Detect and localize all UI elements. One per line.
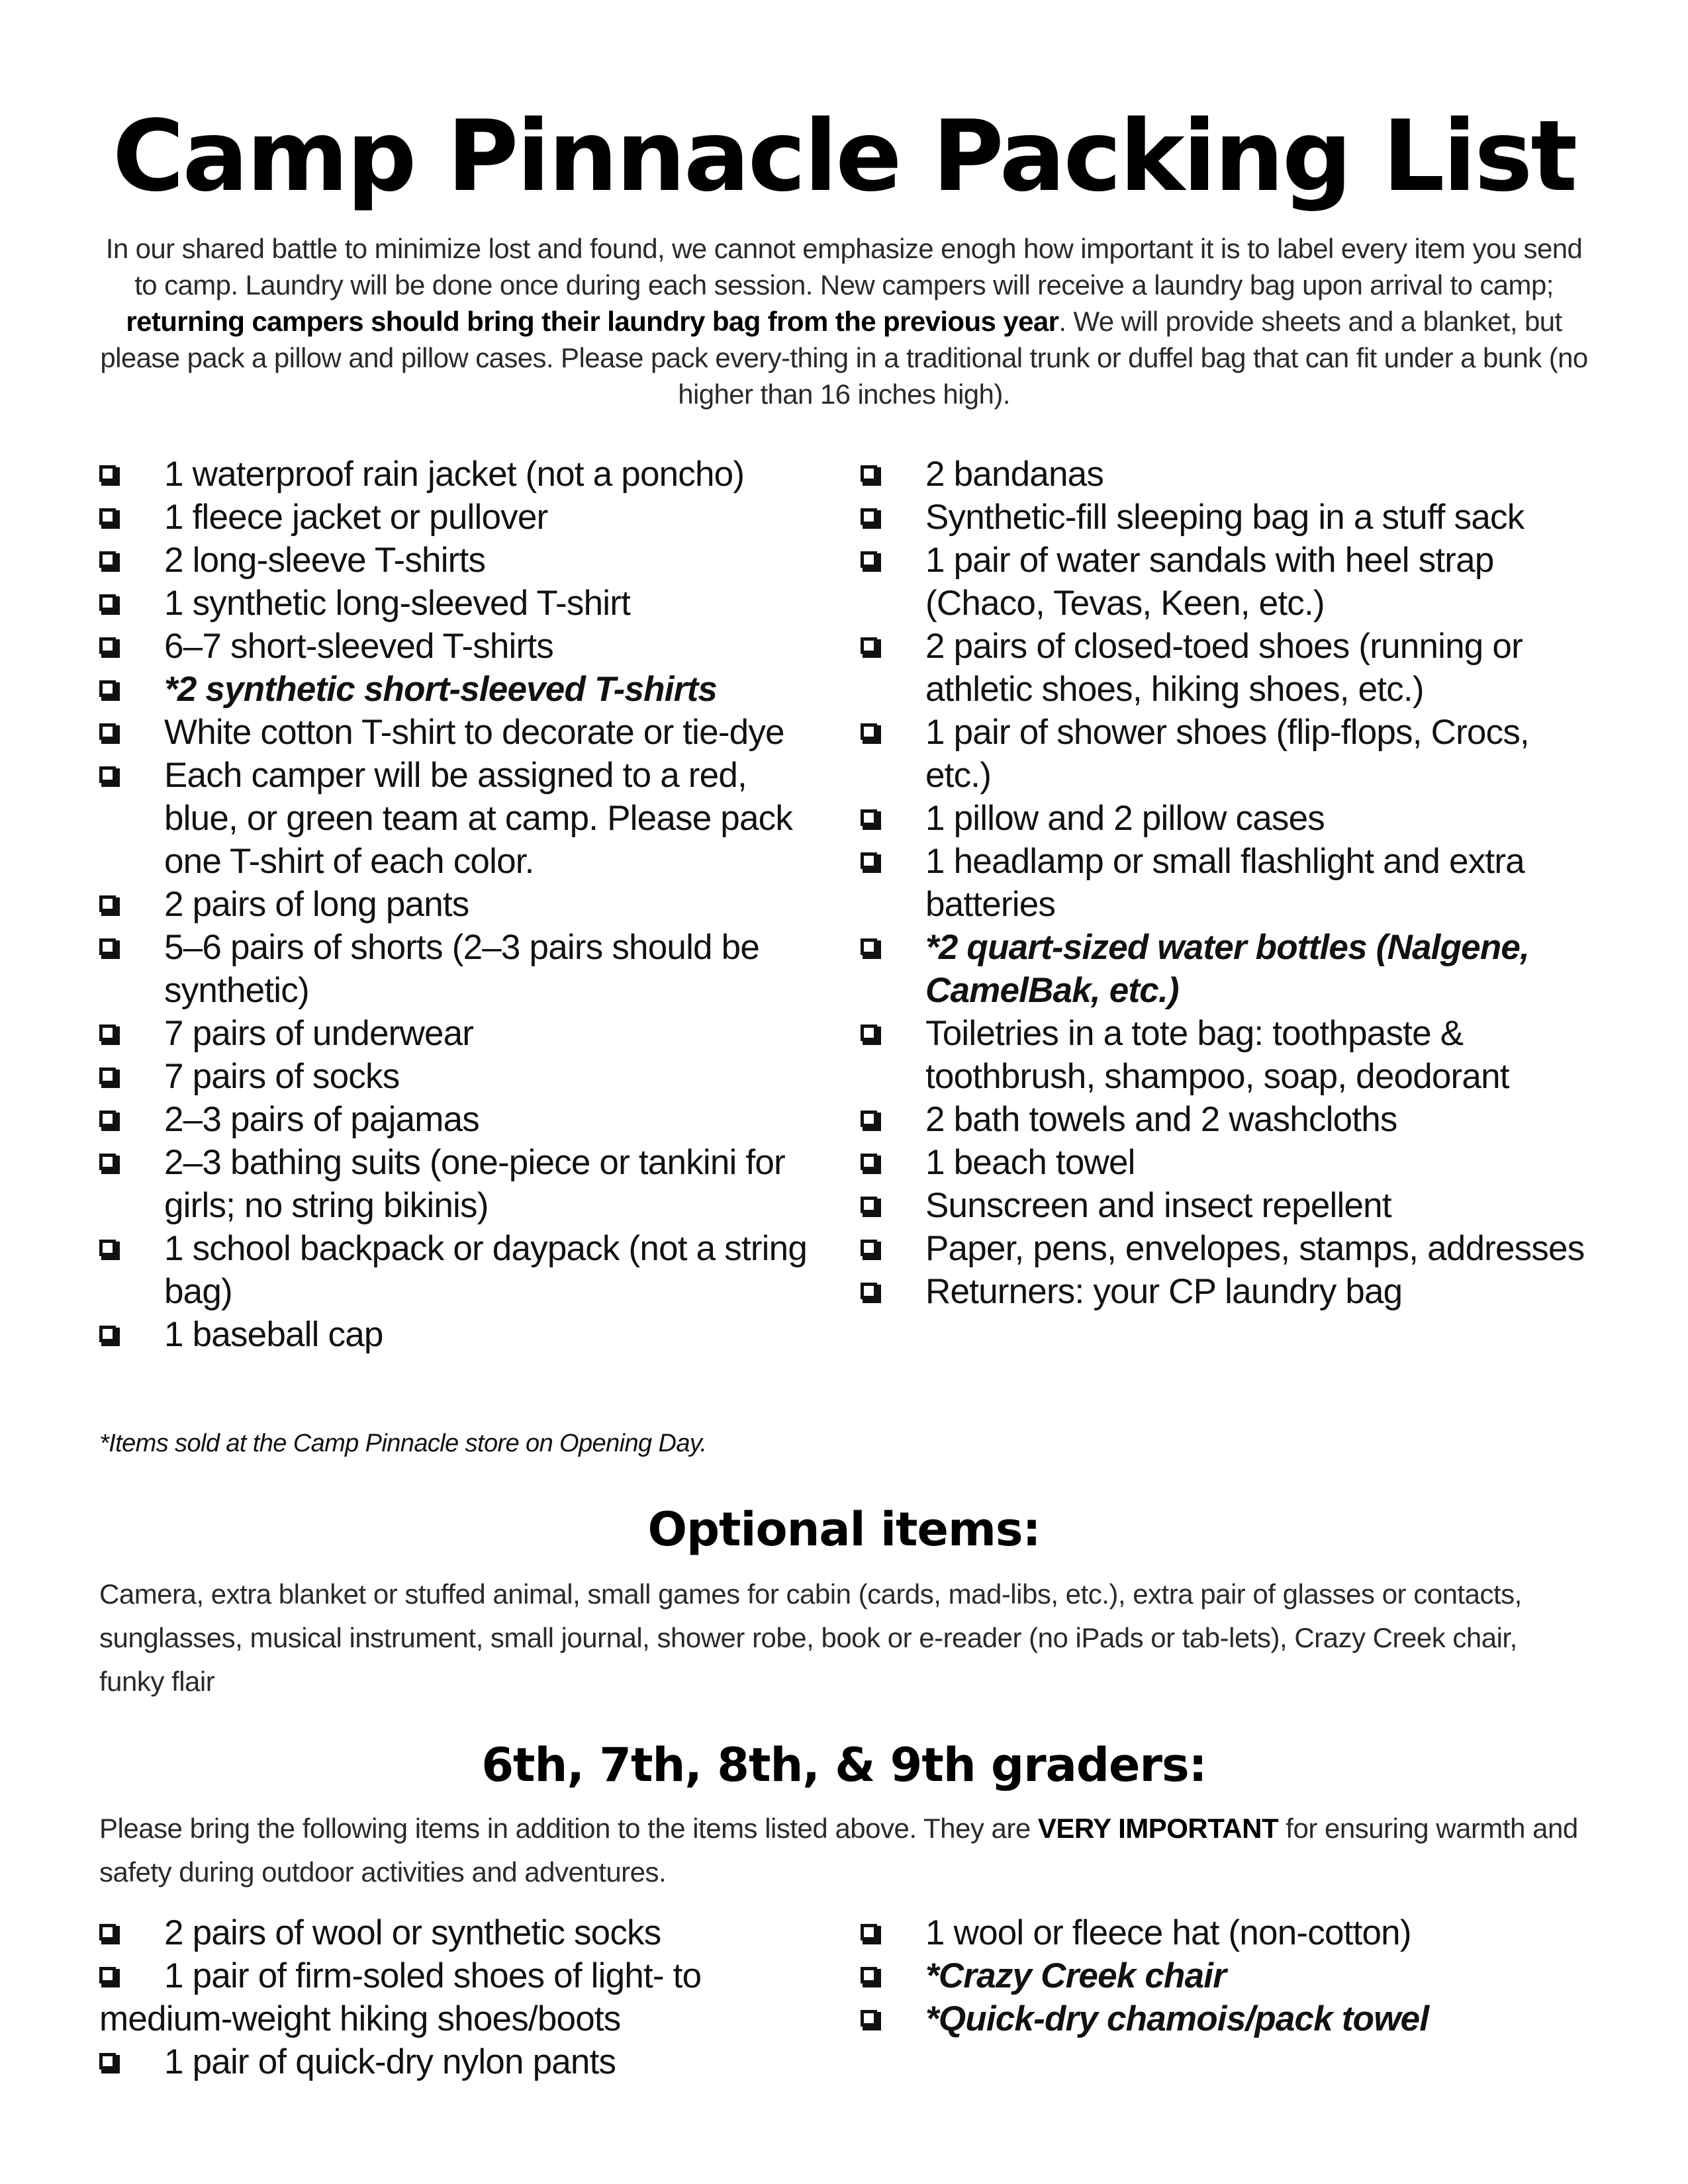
checkbox-icon[interactable]: [861, 1197, 877, 1213]
intro-paragraph: [99, 230, 1589, 412]
checkbox-icon[interactable]: [861, 465, 877, 482]
store-footnote: *Items sold at the Camp Pinnacle store on Opening Day.: [99, 1430, 707, 1457]
list-item: Synthetic-fill sleeping bag in a stuff sack: [861, 496, 1595, 539]
checkbox-icon[interactable]: [99, 2053, 116, 2070]
checkbox-icon[interactable]: [99, 1240, 116, 1256]
checkbox-icon[interactable]: [861, 1283, 877, 1299]
list-item: 1 pair of water sandals with heel strap (Chaco, Tevas, Keen, etc.): [861, 539, 1595, 625]
checkbox-icon[interactable]: [99, 1154, 116, 1170]
checkbox-icon[interactable]: [99, 1326, 116, 1342]
list-item: 1 pair of shower shoes (flip-flops, Crocs, etc.): [861, 711, 1595, 797]
list-item: 2–3 bathing suits (one-piece or tankini for girls; no string bikinis): [99, 1141, 827, 1227]
list-item: 5–6 pairs of shorts (2–3 pairs should be synthetic): [99, 926, 827, 1012]
checkbox-icon[interactable]: [861, 508, 877, 525]
checkbox-icon[interactable]: [99, 594, 116, 611]
checkbox-icon[interactable]: [861, 852, 877, 869]
list-item: 2 bath towels and 2 washcloths: [861, 1098, 1595, 1141]
graders-list-left: [99, 1911, 827, 2083]
checkbox-icon[interactable]: [99, 723, 116, 740]
checkbox-icon[interactable]: [861, 1240, 877, 1256]
checkbox-icon[interactable]: [99, 508, 116, 525]
checkbox-icon[interactable]: [861, 938, 877, 955]
list-item: 1 baseball cap: [99, 1313, 827, 1356]
intro-text-1: In our shared battle to minimize lost and found, we cannot emphasize enogh how important it is to label every item you send to camp. Laundry will be done once during each session. New campers will receive a laundry bag upon arrival to camp;: [105, 233, 1583, 300]
checkbox-icon[interactable]: [99, 551, 116, 568]
packing-list-left: [99, 453, 827, 1356]
checkbox-icon[interactable]: [861, 809, 877, 826]
checkbox-icon[interactable]: [861, 1111, 877, 1127]
intro-text-2: . We will provide sheets and a blanket, but please pack a pillow and pillow cases. Please pack every-thing in a traditional trunk or duffel bag that can fit under a bunk (no higher than 16 inches high).: [100, 306, 1588, 410]
intro-bold-text: returning campers should bring their laundry bag from the previous year: [126, 306, 1059, 337]
checkbox-icon[interactable]: [99, 1068, 116, 1084]
list-item: 1 wool or fleece hat (non-cotton): [861, 1911, 1595, 1954]
list-item: White cotton T-shirt to decorate or tie-dye: [99, 711, 827, 754]
list-item: *Quick-dry chamois/pack towel: [861, 1997, 1595, 2040]
checkbox-icon[interactable]: [99, 1024, 116, 1041]
list-item: 1 fleece jacket or pullover: [99, 496, 827, 539]
list-item: 1 school backpack or daypack (not a string bag): [99, 1227, 827, 1313]
list-item: 1 pillow and 2 pillow cases: [861, 797, 1595, 840]
list-item: *Crazy Creek chair: [861, 1954, 1595, 1997]
page-title: Camp Pinnacle Packing List: [112, 99, 1576, 213]
list-item: Each camper will be assigned to a red, blue, or green team at camp. Please pack one T-shirt of each color.: [99, 754, 827, 883]
checkbox-icon[interactable]: [861, 551, 877, 568]
packing-list-right: [861, 453, 1595, 1313]
optional-items-text: Camera, extra blanket or stuffed animal, small games for cabin (cards, mad-libs, etc.), extra pair of glasses or contacts, sunglasses, musical instrument, small journal, shower robe, book or e-reader (no iPads or tab-lets), Crazy Creek chair, funky flair: [99, 1578, 1522, 1697]
checkbox-icon[interactable]: [99, 1967, 116, 1983]
checkbox-icon[interactable]: [861, 1924, 877, 1940]
list-item: 2 pairs of long pants: [99, 883, 827, 926]
graders-heading: 6th, 7th, 8th, & 9th graders:: [481, 1738, 1207, 1792]
list-item: *2 quart-sized water bottles (Nalgene, CamelBak, etc.): [861, 926, 1595, 1012]
checkbox-icon[interactable]: [99, 465, 116, 482]
list-item: 1 pair of firm-soled shoes of light- to medium-weight hiking shoes/boots: [99, 1956, 702, 2038]
checkbox-icon[interactable]: [861, 2010, 877, 2026]
list-item: *2 synthetic short-sleeved T-shirts: [99, 668, 827, 711]
checkbox-icon[interactable]: [99, 1111, 116, 1127]
list-item: 1 headlamp or small flashlight and extra batteries: [861, 840, 1595, 926]
list-item: 7 pairs of underwear: [99, 1012, 827, 1055]
checkbox-icon[interactable]: [99, 637, 116, 654]
very-important-text: VERY IMPORTANT: [1037, 1813, 1279, 1844]
checkbox-icon[interactable]: [861, 637, 877, 654]
list-item: Returners: your CP laundry bag: [861, 1270, 1595, 1313]
graders-text: Please bring the following items in addition to the items listed above. They are VERY IMPORTANT for ensuring warmth and safety during outdoor activities and adventures.: [99, 1813, 1578, 1888]
list-item: 1 waterproof rain jacket (not a poncho): [99, 453, 827, 496]
list-item: 1 beach towel: [861, 1141, 1595, 1184]
checkbox-icon[interactable]: [99, 938, 116, 955]
checkbox-icon[interactable]: [99, 895, 116, 912]
checkbox-icon[interactable]: [861, 723, 877, 740]
optional-items-heading: Optional items:: [647, 1502, 1041, 1557]
list-item: 6–7 short-sleeved T-shirts: [99, 625, 827, 668]
list-item: 1 pair of quick-dry nylon pants: [99, 2040, 827, 2083]
list-item: Paper, pens, envelopes, stamps, addresses: [861, 1227, 1595, 1270]
list-item: 2–3 pairs of pajamas: [99, 1098, 827, 1141]
list-item: Toiletries in a tote bag: toothpaste & toothbrush, shampoo, soap, deodorant: [861, 1012, 1595, 1098]
checkbox-icon[interactable]: [861, 1154, 877, 1170]
list-item: 2 pairs of closed-toed shoes (running or athletic shoes, hiking shoes, etc.): [861, 625, 1595, 711]
list-item: 2 bandanas: [861, 453, 1595, 496]
checkbox-icon[interactable]: [99, 766, 116, 783]
list-item: 2 pairs of wool or synthetic socks: [99, 1911, 827, 1954]
list-item: 1 synthetic long-sleeved T-shirt: [99, 582, 827, 625]
graders-list-right: [861, 1911, 1595, 2040]
list-item: 2 long-sleeve T-shirts: [99, 539, 827, 582]
checkbox-icon[interactable]: [99, 1924, 116, 1940]
list-item: Sunscreen and insect repellent: [861, 1184, 1595, 1227]
checkbox-icon[interactable]: [861, 1967, 877, 1983]
checkbox-icon[interactable]: [861, 1024, 877, 1041]
checkbox-icon[interactable]: [99, 680, 116, 697]
list-item: 7 pairs of socks: [99, 1055, 827, 1098]
